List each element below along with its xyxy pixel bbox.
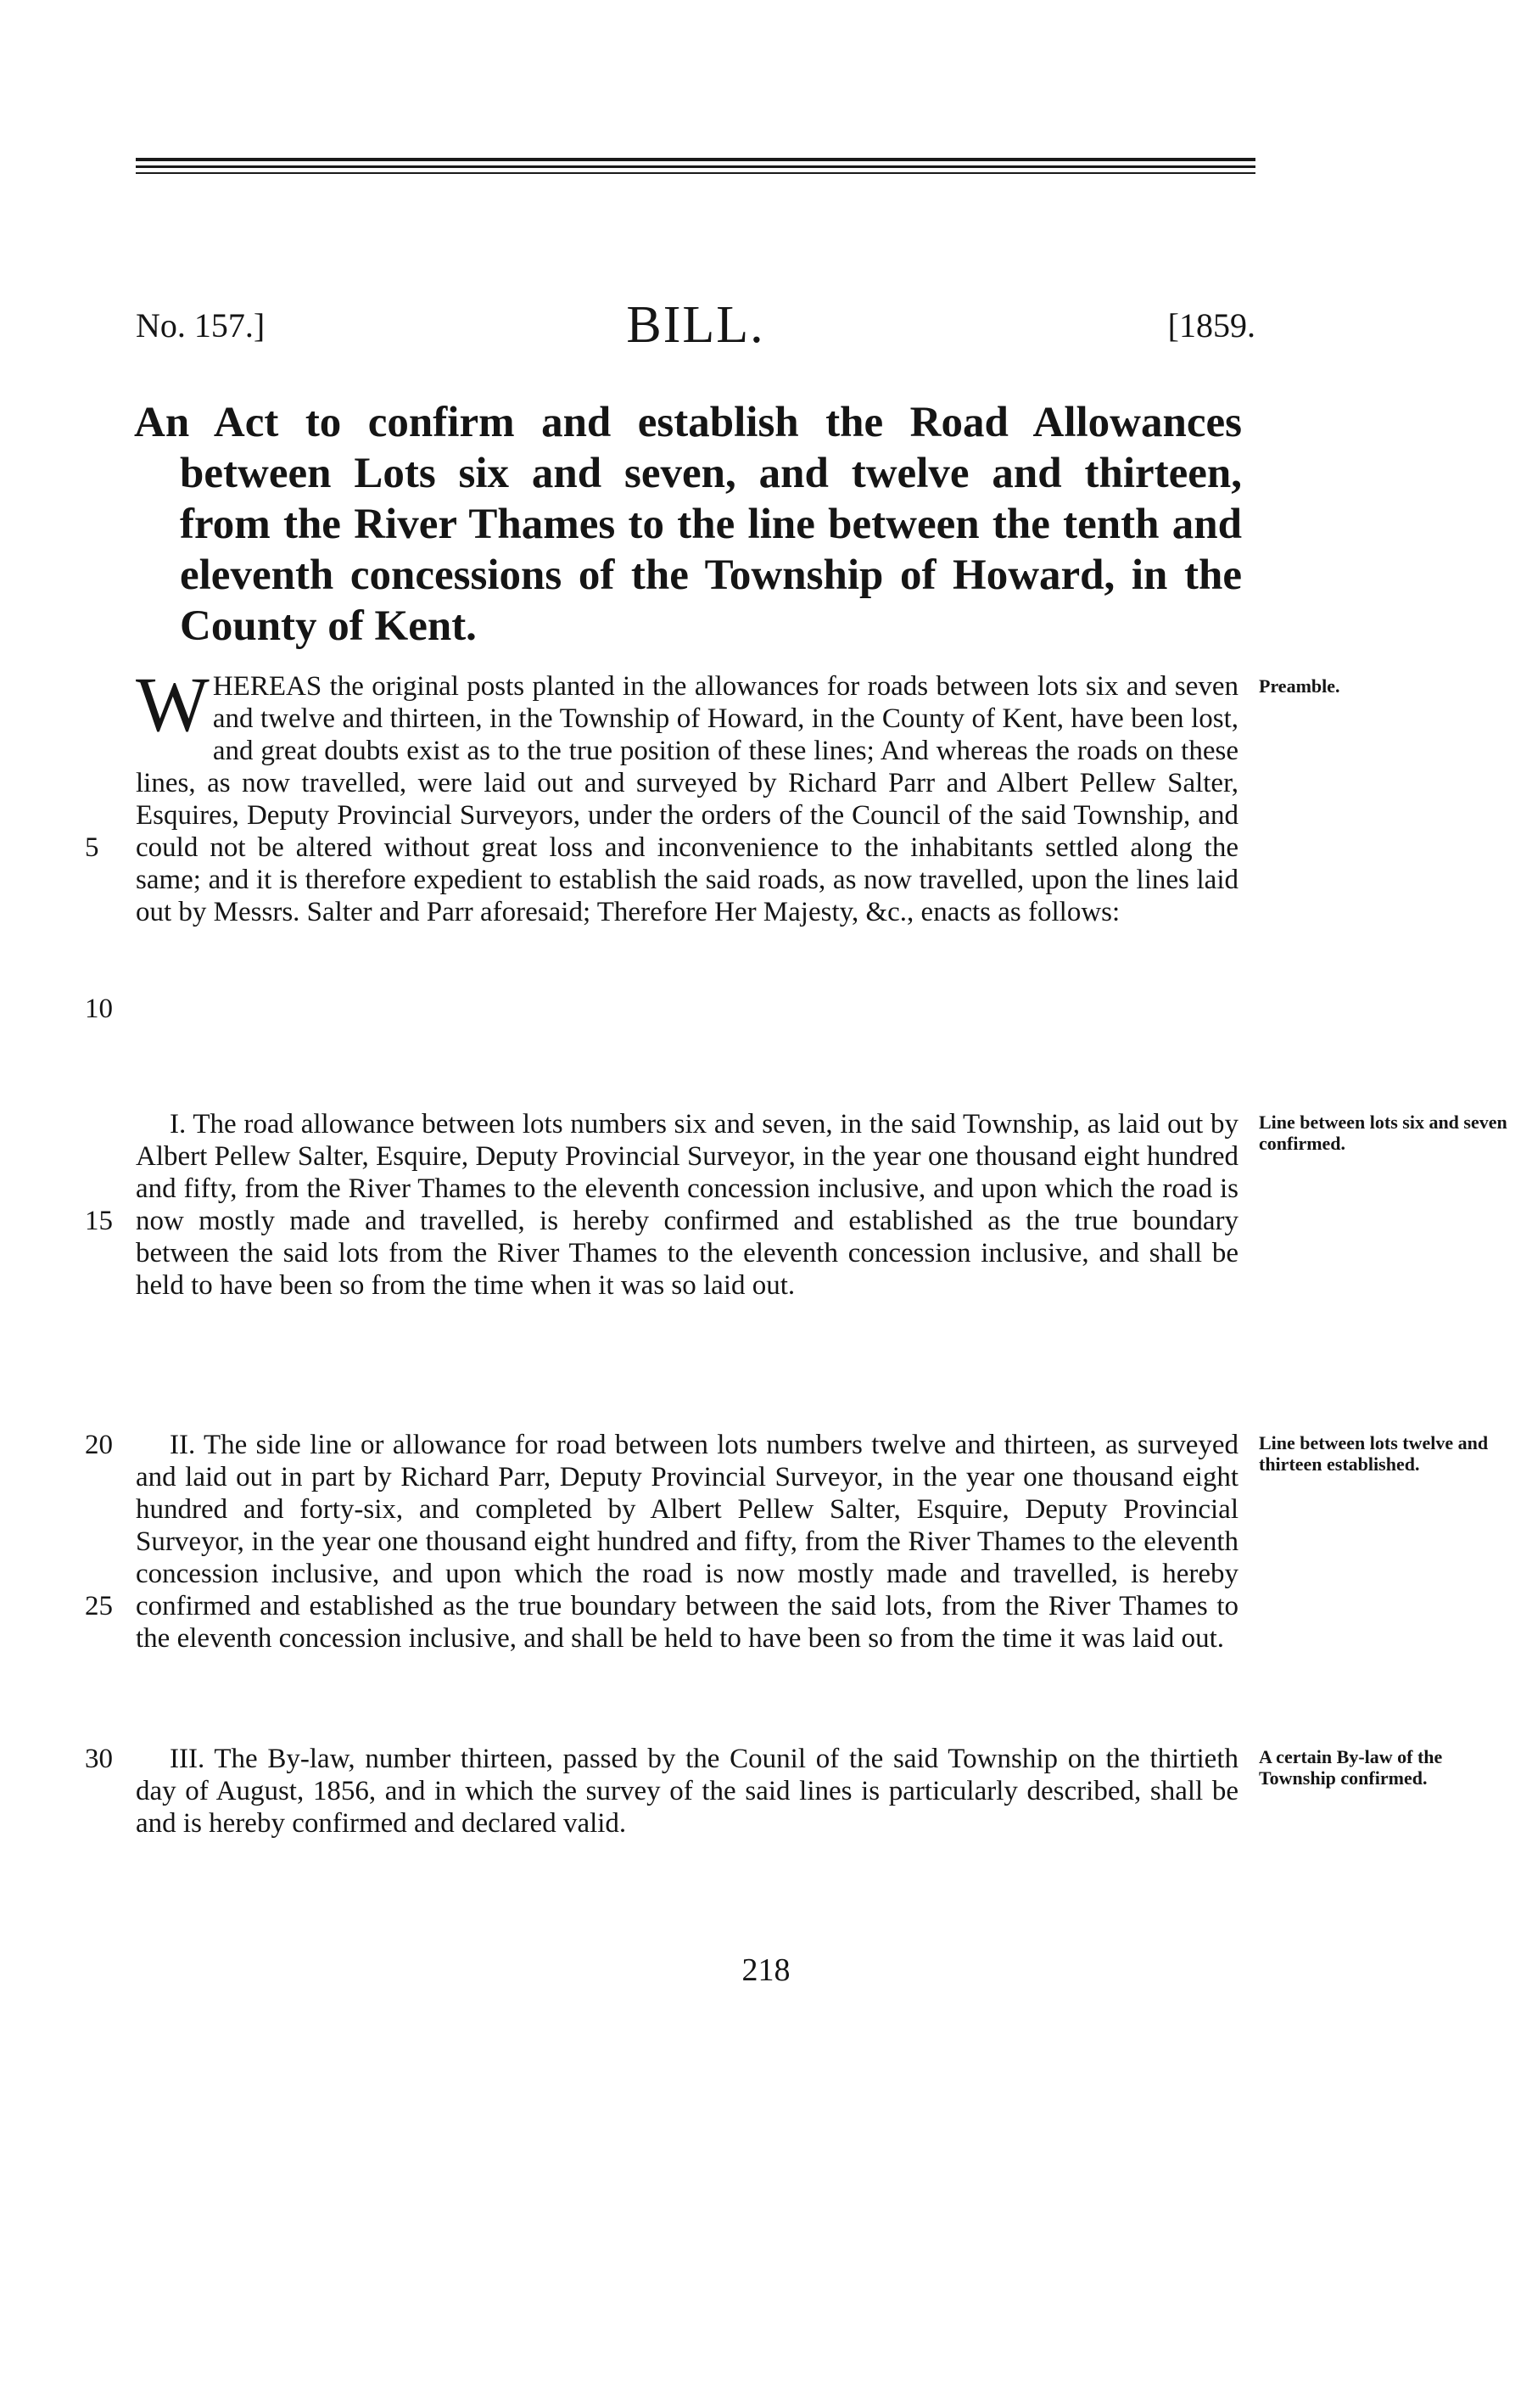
line-number: 20 <box>85 1430 113 1460</box>
preamble-text: HEREAS the original posts planted in the allowances for roads between lots six and seven and twelve and thirteen, in the Township of Howard, in the County of Kent, have been lost, and great doubts exist as to the true position of these lines; And whereas the roads on these lines, as now travelled, were laid out and surveyed by Richard Parr and Albert Pellew Salter, Esquires, Deputy Provincial Surveyors, under the orders of the Council of the said Township, and could not be altered without great loss and inconvenience to the inhabitants settled along the same; and it is therefore expedient to establish the said roads, as now travelled, upon the lines laid out by Messrs. Salter and Parr aforesaid; Therefore Her Majesty, &c., enacts as follows: <box>136 671 1238 927</box>
margin-note-preamble: Preamble. <box>1259 675 1340 697</box>
preamble-paragraph <box>136 661 1238 928</box>
drop-cap: W <box>136 661 210 748</box>
line-number: 5 <box>85 832 99 863</box>
line-number: 10 <box>85 994 113 1024</box>
top-rule <box>136 158 1255 161</box>
bill-number: No. 157.] <box>136 306 266 344</box>
section-2 <box>136 1429 1238 1655</box>
top-rule <box>136 165 1255 168</box>
bill-title: BILL. <box>626 296 765 354</box>
margin-note-section-1: Line between lots six and seven confirmed. <box>1259 1112 1507 1154</box>
section-3 <box>136 1743 1238 1840</box>
margin-note-section-3: A certain By-law of the Township confirmed. <box>1259 1746 1443 1789</box>
bill-year: [1859. <box>1167 306 1255 344</box>
bill-header <box>136 295 1255 363</box>
line-number: 15 <box>85 1206 113 1236</box>
section-1 <box>136 1108 1238 1302</box>
line-number: 25 <box>85 1591 113 1621</box>
act-title: An Act to confirm and establish the Road Allowances between Lots six and seven, and twelve and thirteen, from the River Thames to the line between the tenth and eleventh concessions of the Township of Howard, in the County of Kent. <box>134 399 1242 650</box>
section-text: I. The road allowance between lots numbers six and seven, in the said Township, as laid out by Albert Pellew Salter, Esquire, Deputy Provincial Surveyor, in the year one thousand eight hundred and fifty, from the River Thames to the eleventh concession inclusive, and upon which the road is now mostly made and travelled, is hereby confirmed and established as the true boundary between the said lots from the River Thames to the eleventh concession inclusive, and shall be held to have been so from the time when it was so laid out. <box>136 1109 1238 1301</box>
preamble <box>136 661 1238 928</box>
margin-note-section-2: Line between lots twelve and thirteen established. <box>1259 1432 1489 1475</box>
line-number: 30 <box>85 1744 113 1774</box>
page-number: 218 <box>741 1952 791 1988</box>
section-text: III. The By-law, number thirteen, passed by the Counil of the said Township on the thirtieth day of August, 1856, and in which the survey of the said lines is particularly described, shall be and is hereby confirmed and declared valid. <box>136 1744 1238 1839</box>
top-rule <box>136 172 1255 174</box>
section-text: II. The side line or allowance for road between lots numbers twelve and thirteen, as surveyed and laid out in part by Richard Parr, Deputy Provincial Surveyor, in the year one thousand eight hundred and forty-six, and completed by Albert Pellew Salter, Esquire, Deputy Provincial Surveyor, in the year one thousand eight hundred and fifty, from the River Thames to the eleventh concession inclusive, and upon which the road is now mostly made and travelled, is hereby confirmed and established as the true boundary between the said lots, from the River Thames to the eleventh concession inclusive, and shall be held to have been so from the time it was laid out. <box>136 1430 1238 1654</box>
